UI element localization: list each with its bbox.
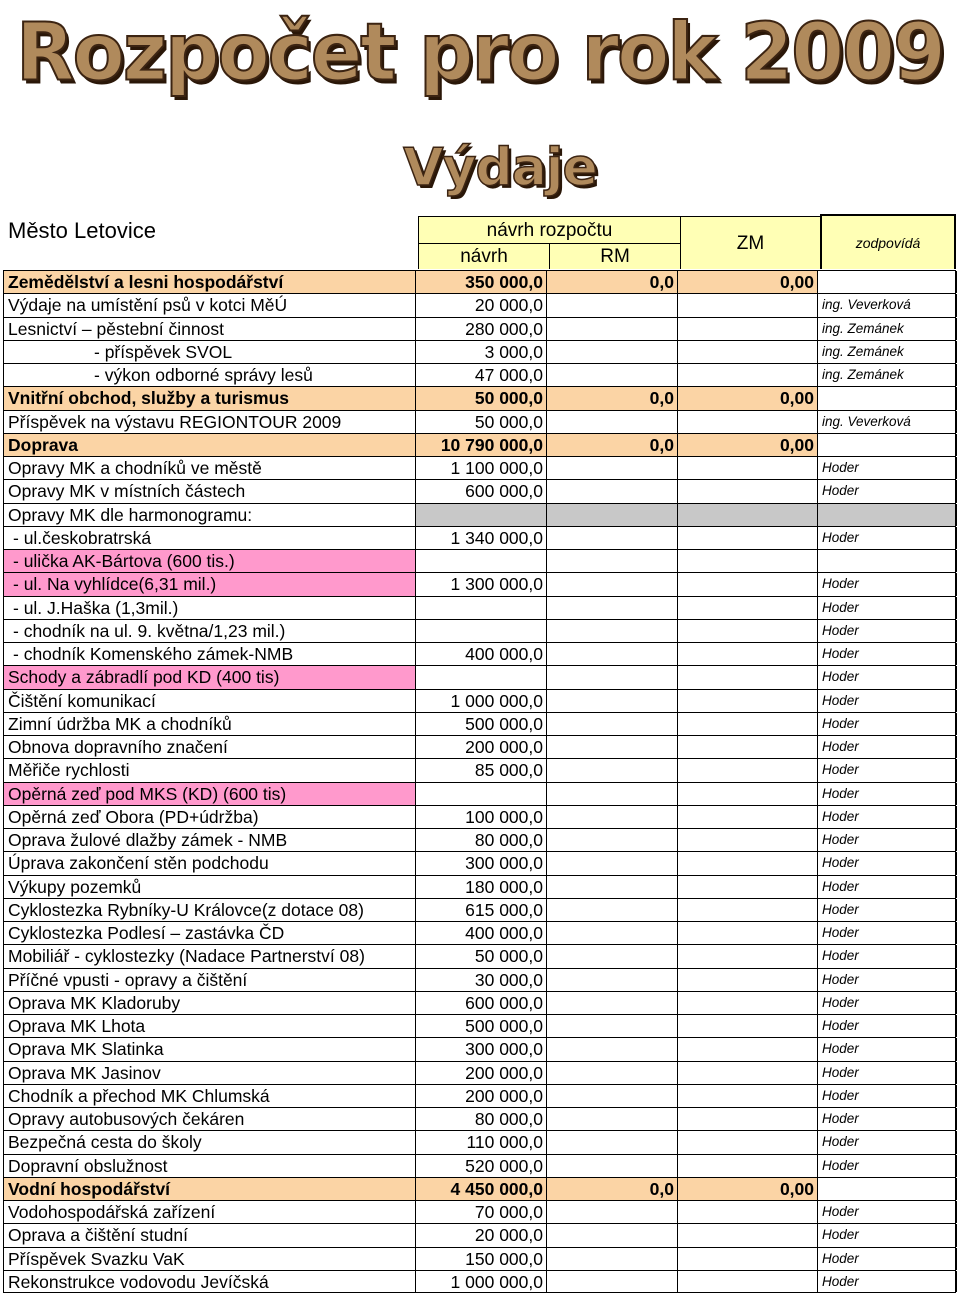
row-rm-value xyxy=(547,969,678,991)
row-label: Vodní hospodářství xyxy=(4,1178,416,1200)
row-zm-value xyxy=(678,411,818,433)
table-row xyxy=(3,1014,956,1037)
row-rm-value xyxy=(547,713,678,735)
table-row xyxy=(3,735,956,758)
row-zm-value xyxy=(678,992,818,1014)
row-zm-value: 0,00 xyxy=(678,1178,818,1200)
row-zm-value xyxy=(678,504,818,526)
row-rm-value xyxy=(547,690,678,712)
row-label: - chodník Komenského zámek-NMB xyxy=(4,643,416,665)
row-responsible: Hoder xyxy=(818,1271,957,1292)
row-zm-value xyxy=(678,364,818,386)
table-row xyxy=(3,549,956,572)
table-row xyxy=(3,1061,956,1084)
row-zm-value xyxy=(678,527,818,549)
row-zm-value xyxy=(678,550,818,572)
row-navrh-value: 615 000,0 xyxy=(416,899,547,921)
table-row xyxy=(3,828,956,851)
table-row xyxy=(3,689,956,712)
row-navrh-value: 20 000,0 xyxy=(416,1224,547,1246)
row-label: - chodník na ul. 9. května/1,23 mil.) xyxy=(4,620,416,642)
table-row xyxy=(3,1130,956,1153)
table-row xyxy=(3,665,956,688)
row-rm-value: 0,0 xyxy=(547,387,678,409)
row-label: Opravy MK dle harmonogramu: xyxy=(4,504,416,526)
row-responsible xyxy=(818,504,957,526)
row-navrh-value xyxy=(416,666,547,688)
row-navrh-value: 1 300 000,0 xyxy=(416,573,547,595)
row-zm-value xyxy=(678,1131,818,1153)
row-rm-value xyxy=(547,620,678,642)
row-responsible: ing. Veverková xyxy=(818,294,957,316)
row-navrh-value: 1 000 000,0 xyxy=(416,1271,547,1292)
row-label: - ul. J.Haška (1,3mil.) xyxy=(4,597,416,619)
row-label: Cyklostezka Podlesí – zastávka ČD xyxy=(4,922,416,944)
row-zm-value: 0,00 xyxy=(678,434,818,456)
row-responsible: Hoder xyxy=(818,806,957,828)
row-label: Oprava MK Kladoruby xyxy=(4,992,416,1014)
row-zm-value xyxy=(678,1085,818,1107)
row-responsible: Hoder xyxy=(818,666,957,688)
row-label: Opěrná zeď Obora (PD+údržba) xyxy=(4,806,416,828)
row-zm-value xyxy=(678,1201,818,1223)
row-responsible: Hoder xyxy=(818,1155,957,1177)
header-proposal-group: návrh rozpočtu xyxy=(418,216,680,243)
row-label: Oprava MK Slatinka xyxy=(4,1038,416,1060)
row-navrh-value xyxy=(416,597,547,619)
row-rm-value xyxy=(547,527,678,549)
row-label: Rekonstrukce vodovodu Jevíčská xyxy=(4,1271,416,1292)
row-zm-value xyxy=(678,876,818,898)
row-responsible: ing. Veverková xyxy=(818,411,957,433)
row-navrh-value: 400 000,0 xyxy=(416,643,547,665)
city-name: Město Letovice xyxy=(8,218,156,243)
row-rm-value xyxy=(547,736,678,758)
row-zm-value xyxy=(678,713,818,735)
row-zm-value xyxy=(678,690,818,712)
row-responsible: Hoder xyxy=(818,713,957,735)
row-rm-value xyxy=(547,829,678,851)
row-navrh-value: 300 000,0 xyxy=(416,1038,547,1060)
row-responsible: Hoder xyxy=(818,969,957,991)
row-responsible: ing. Zemánek xyxy=(818,318,957,340)
row-label: - ul.českobratrská xyxy=(4,527,416,549)
table-row xyxy=(3,921,956,944)
row-rm-value xyxy=(547,806,678,828)
table-row xyxy=(3,596,956,619)
row-label: Příspěvek Svazku VaK xyxy=(4,1248,416,1270)
row-label: - ulička AK-Bártova (600 tis.) xyxy=(4,550,416,572)
row-label: Oprava MK Jasinov xyxy=(4,1062,416,1084)
row-responsible: Hoder xyxy=(818,457,957,479)
row-responsible xyxy=(818,1178,957,1200)
row-responsible: Hoder xyxy=(818,1131,957,1153)
row-navrh-value: 200 000,0 xyxy=(416,1085,547,1107)
table-row xyxy=(3,944,956,967)
row-label: Opěrná zeď pod MKS (KD) (600 tis) xyxy=(4,783,416,805)
row-navrh-value: 100 000,0 xyxy=(416,806,547,828)
row-navrh-value: 350 000,0 xyxy=(416,271,547,293)
row-navrh-value: 520 000,0 xyxy=(416,1155,547,1177)
row-responsible: Hoder xyxy=(818,643,957,665)
table-row xyxy=(3,758,956,781)
row-responsible: Hoder xyxy=(818,1062,957,1084)
table-row xyxy=(3,619,956,642)
row-zm-value xyxy=(678,666,818,688)
row-navrh-value: 180 000,0 xyxy=(416,876,547,898)
row-zm-value xyxy=(678,1248,818,1270)
page-title: Rozpočet pro rok 2009 xyxy=(16,4,944,99)
table-row xyxy=(3,1270,956,1293)
row-responsible: ing. Zemánek xyxy=(818,341,957,363)
row-navrh-value: 70 000,0 xyxy=(416,1201,547,1223)
row-zm-value xyxy=(678,1224,818,1246)
header-zm: ZM xyxy=(680,216,820,269)
row-navrh-value: 3 000,0 xyxy=(416,341,547,363)
row-rm-value xyxy=(547,597,678,619)
page-subtitle: Výdaje xyxy=(403,138,597,198)
row-label: Čištění komunikací xyxy=(4,690,416,712)
row-zm-value xyxy=(678,1155,818,1177)
row-navrh-value: 300 000,0 xyxy=(416,852,547,874)
row-rm-value xyxy=(547,504,678,526)
row-zm-value xyxy=(678,1015,818,1037)
row-responsible: Hoder xyxy=(818,945,957,967)
row-label: Příspěvek na výstavu REGIONTOUR 2009 xyxy=(4,411,416,433)
row-responsible: Hoder xyxy=(818,527,957,549)
row-responsible: Hoder xyxy=(818,480,957,502)
table-row xyxy=(3,1154,956,1177)
table-row xyxy=(3,503,956,526)
table-row xyxy=(3,712,956,735)
row-rm-value xyxy=(547,341,678,363)
row-navrh-value: 30 000,0 xyxy=(416,969,547,991)
row-rm-value xyxy=(547,294,678,316)
row-rm-value xyxy=(547,457,678,479)
section-row xyxy=(3,270,956,293)
row-label: Úprava zakončení stěn podchodu xyxy=(4,852,416,874)
row-responsible: Hoder xyxy=(818,759,957,781)
row-rm-value xyxy=(547,643,678,665)
row-zm-value xyxy=(678,852,818,874)
row-rm-value xyxy=(547,1201,678,1223)
row-navrh-value xyxy=(416,783,547,805)
row-rm-value xyxy=(547,992,678,1014)
table-row xyxy=(3,479,956,502)
header-responsible: zodpovídá xyxy=(820,214,956,269)
row-zm-value xyxy=(678,969,818,991)
row-rm-value xyxy=(547,1131,678,1153)
row-label: Cyklostezka Rybníky-U Královce(z dotace 08) xyxy=(4,899,416,921)
row-label: Mobiliář - cyklostezky (Nadace Partnerství 08) xyxy=(4,945,416,967)
row-rm-value xyxy=(547,922,678,944)
row-responsible: Hoder xyxy=(818,620,957,642)
row-navrh-value: 4 450 000,0 xyxy=(416,1178,547,1200)
row-zm-value xyxy=(678,829,818,851)
row-navrh-value xyxy=(416,550,547,572)
row-navrh-value: 50 000,0 xyxy=(416,411,547,433)
row-navrh-value: 600 000,0 xyxy=(416,992,547,1014)
row-navrh-value xyxy=(416,504,547,526)
table-row xyxy=(3,642,956,665)
row-rm-value xyxy=(547,876,678,898)
row-zm-value xyxy=(678,318,818,340)
row-responsible: Hoder xyxy=(818,1038,957,1060)
row-navrh-value: 1 100 000,0 xyxy=(416,457,547,479)
row-zm-value xyxy=(678,480,818,502)
row-navrh-value: 500 000,0 xyxy=(416,1015,547,1037)
row-navrh-value: 1 000 000,0 xyxy=(416,690,547,712)
row-responsible: Hoder xyxy=(818,852,957,874)
row-label: Opravy MK a chodníků ve městě xyxy=(4,457,416,479)
row-label: Opravy MK v místních částech xyxy=(4,480,416,502)
table-row xyxy=(3,1084,956,1107)
row-rm-value xyxy=(547,573,678,595)
row-rm-value: 0,0 xyxy=(547,1178,678,1200)
row-navrh-value: 47 000,0 xyxy=(416,364,547,386)
table-row xyxy=(3,875,956,898)
table-row xyxy=(3,1107,956,1130)
row-label: Bezpečná cesta do školy xyxy=(4,1131,416,1153)
table-row xyxy=(3,340,956,363)
row-label: Vodohospodářská zařízení xyxy=(4,1201,416,1223)
section-row xyxy=(3,433,956,456)
table-row xyxy=(3,317,956,340)
row-zm-value xyxy=(678,1108,818,1130)
table-row xyxy=(3,456,956,479)
row-responsible: Hoder xyxy=(818,690,957,712)
row-rm-value: 0,0 xyxy=(547,271,678,293)
row-navrh-value: 500 000,0 xyxy=(416,713,547,735)
row-rm-value xyxy=(547,783,678,805)
row-label: - výkon odborné správy lesů xyxy=(4,364,416,386)
row-responsible: ing. Zemánek xyxy=(818,364,957,386)
table-row xyxy=(3,898,956,921)
row-responsible: Hoder xyxy=(818,1201,957,1223)
row-zm-value xyxy=(678,945,818,967)
row-rm-value xyxy=(547,899,678,921)
row-label: Vnitřní obchod, služby a turismus xyxy=(4,387,416,409)
table-row xyxy=(3,526,956,549)
table-row xyxy=(3,782,956,805)
table-row xyxy=(3,1037,956,1060)
row-navrh-value: 50 000,0 xyxy=(416,387,547,409)
row-label: Oprava a čištění studní xyxy=(4,1224,416,1246)
row-responsible: Hoder xyxy=(818,597,957,619)
row-navrh-value: 600 000,0 xyxy=(416,480,547,502)
row-navrh-value: 400 000,0 xyxy=(416,922,547,944)
row-navrh-value: 20 000,0 xyxy=(416,294,547,316)
row-navrh-value: 10 790 000,0 xyxy=(416,434,547,456)
row-navrh-value: 200 000,0 xyxy=(416,1062,547,1084)
row-zm-value: 0,00 xyxy=(678,387,818,409)
section-row xyxy=(3,1177,956,1200)
row-zm-value xyxy=(678,620,818,642)
table-row xyxy=(3,968,956,991)
row-label: Opravy autobusových čekáren xyxy=(4,1108,416,1130)
row-zm-value xyxy=(678,294,818,316)
row-responsible xyxy=(818,271,957,293)
row-zm-value xyxy=(678,457,818,479)
table-row xyxy=(3,1200,956,1223)
row-rm-value: 0,0 xyxy=(547,434,678,456)
table-row xyxy=(3,572,956,595)
header-rm: RM xyxy=(549,243,680,269)
budget-table xyxy=(3,270,956,1293)
row-navrh-value: 80 000,0 xyxy=(416,1108,547,1130)
row-responsible xyxy=(818,434,957,456)
row-label: - ul. Na vyhlídce(6,31 mil.) xyxy=(4,573,416,595)
row-label: Obnova dopravního značení xyxy=(4,736,416,758)
row-label: - příspěvek SVOL xyxy=(4,341,416,363)
table-row xyxy=(3,851,956,874)
row-zm-value xyxy=(678,643,818,665)
row-label: Chodník a přechod MK Chlumská xyxy=(4,1085,416,1107)
row-label: Výkupy pozemků xyxy=(4,876,416,898)
row-label: Měřiče rychlosti xyxy=(4,759,416,781)
row-zm-value xyxy=(678,922,818,944)
row-rm-value xyxy=(547,1038,678,1060)
row-navrh-value: 50 000,0 xyxy=(416,945,547,967)
row-zm-value xyxy=(678,806,818,828)
row-zm-value: 0,00 xyxy=(678,271,818,293)
row-label: Příčné vpusti - opravy a čištění xyxy=(4,969,416,991)
row-navrh-value: 80 000,0 xyxy=(416,829,547,851)
row-label: Lesnictví – pěstební činnost xyxy=(4,318,416,340)
row-rm-value xyxy=(547,1062,678,1084)
row-zm-value xyxy=(678,783,818,805)
row-zm-value xyxy=(678,341,818,363)
row-navrh-value: 110 000,0 xyxy=(416,1131,547,1153)
row-navrh-value: 85 000,0 xyxy=(416,759,547,781)
row-responsible: Hoder xyxy=(818,992,957,1014)
table-row xyxy=(3,410,956,433)
row-rm-value xyxy=(547,364,678,386)
table-row xyxy=(3,363,956,386)
row-rm-value xyxy=(547,480,678,502)
row-responsible: Hoder xyxy=(818,1248,957,1270)
row-zm-value xyxy=(678,736,818,758)
section-row xyxy=(3,386,956,409)
row-responsible xyxy=(818,550,957,572)
row-zm-value xyxy=(678,1038,818,1060)
table-row xyxy=(3,1247,956,1270)
table-row xyxy=(3,991,956,1014)
row-zm-value xyxy=(678,573,818,595)
row-rm-value xyxy=(547,1108,678,1130)
row-rm-value xyxy=(547,945,678,967)
row-navrh-value xyxy=(416,620,547,642)
row-responsible: Hoder xyxy=(818,783,957,805)
row-label: Doprava xyxy=(4,434,416,456)
row-rm-value xyxy=(547,1224,678,1246)
row-zm-value xyxy=(678,597,818,619)
table-row xyxy=(3,1223,956,1246)
row-zm-value xyxy=(678,1271,818,1292)
row-rm-value xyxy=(547,550,678,572)
row-responsible: Hoder xyxy=(818,736,957,758)
row-responsible xyxy=(818,387,957,409)
row-responsible: Hoder xyxy=(818,922,957,944)
row-responsible: Hoder xyxy=(818,1085,957,1107)
row-rm-value xyxy=(547,1155,678,1177)
row-label: Zemědělství a lesni hospodářství xyxy=(4,271,416,293)
row-label: Oprava MK Lhota xyxy=(4,1015,416,1037)
row-zm-value xyxy=(678,899,818,921)
row-responsible: Hoder xyxy=(818,876,957,898)
row-responsible: Hoder xyxy=(818,1108,957,1130)
row-zm-value xyxy=(678,1062,818,1084)
table-row xyxy=(3,293,956,316)
row-label: Dopravní obslužnost xyxy=(4,1155,416,1177)
row-responsible: Hoder xyxy=(818,1015,957,1037)
row-rm-value xyxy=(547,1271,678,1292)
row-label: Zimní údržba MK a chodníků xyxy=(4,713,416,735)
row-navrh-value: 150 000,0 xyxy=(416,1248,547,1270)
row-label: Výdaje na umístění psů v kotci MěÚ xyxy=(4,294,416,316)
row-navrh-value: 1 340 000,0 xyxy=(416,527,547,549)
row-zm-value xyxy=(678,759,818,781)
row-rm-value xyxy=(547,759,678,781)
row-navrh-value: 200 000,0 xyxy=(416,736,547,758)
table-row xyxy=(3,805,956,828)
row-rm-value xyxy=(547,1248,678,1270)
row-rm-value xyxy=(547,318,678,340)
header-navrh: návrh xyxy=(418,243,549,269)
row-rm-value xyxy=(547,1015,678,1037)
row-responsible: Hoder xyxy=(818,1224,957,1246)
row-rm-value xyxy=(547,666,678,688)
row-responsible: Hoder xyxy=(818,829,957,851)
row-responsible: Hoder xyxy=(818,573,957,595)
row-responsible: Hoder xyxy=(818,899,957,921)
row-rm-value xyxy=(547,852,678,874)
row-label: Schody a zábradlí pod KD (400 tis) xyxy=(4,666,416,688)
row-rm-value xyxy=(547,1085,678,1107)
row-label: Oprava žulové dlažby zámek - NMB xyxy=(4,829,416,851)
row-navrh-value: 280 000,0 xyxy=(416,318,547,340)
row-rm-value xyxy=(547,411,678,433)
